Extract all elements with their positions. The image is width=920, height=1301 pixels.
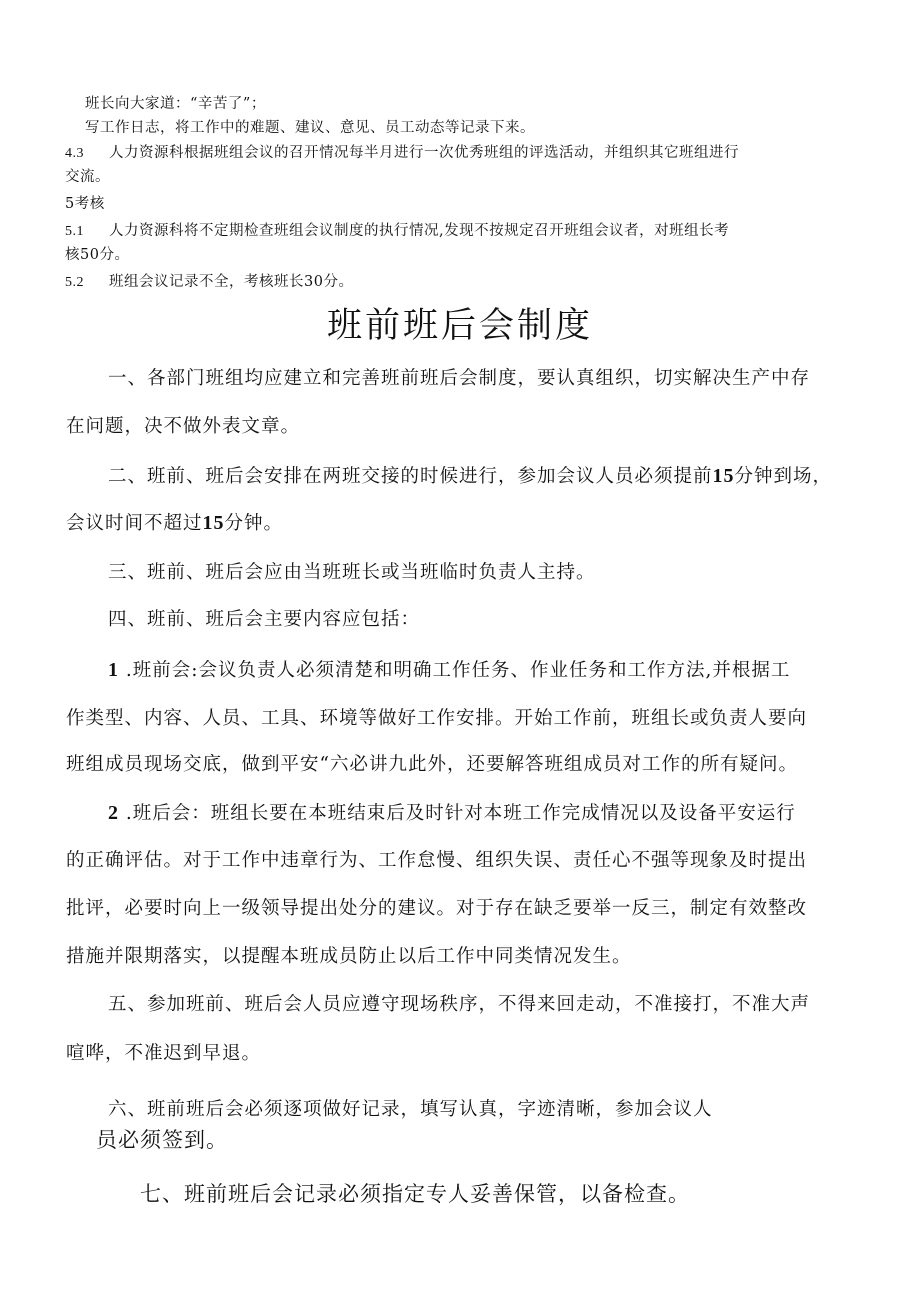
document-title: 班前班后会制度 — [326, 306, 593, 346]
minutes-number: 15 — [712, 465, 735, 487]
para-text: 二、班前、班后会安排在两班交接的时候进行，参加会议人员必须提前 — [108, 466, 713, 487]
item-2-line-4: 措施并限期落实，以提醒本班成员防止以后工作中同类情况发生。 — [66, 946, 632, 967]
minutes-number: 15 — [202, 512, 225, 534]
para-2-line-2 — [66, 509, 283, 535]
clause-text: 班组会议记录不全，考核班长30分。 — [109, 274, 354, 290]
item-text: .班后会：班组长要在本班结束后及时针对本班工作完成情况以及设备平安运行 — [119, 803, 796, 824]
item-2-line-1 — [108, 799, 796, 825]
para-text: 分钟。 — [224, 513, 284, 534]
item-number: 1 — [108, 659, 119, 681]
clause-5-1 — [65, 222, 729, 241]
para-2-line-1 — [108, 462, 832, 488]
para-6-line-1: 六、班前班后会必须逐项做好记录，填写认真，字迹清晰，参加会议人 — [108, 1099, 713, 1120]
item-2-line-3: 批评，必要时向上一级领导提出处分的建议。对于存在缺乏要举一反三，制定有效整改 — [66, 898, 808, 919]
item-number: 2 — [108, 802, 119, 824]
item-1-line-3: 班组成员现场交底，做到平安“六必讲九此外，还要解答班组成员对工作的所有疑问。 — [66, 754, 798, 775]
para-3: 三、班前、班后会应由当班班长或当班临时负责人主持。 — [108, 562, 596, 583]
clause-text: 人力资源科将不定期检查班组会议制度的执行情况,发现不按规定召开班组会议者，对班组长考 — [109, 223, 730, 239]
line-work-log: 写工作日志，将工作中的难题、建议、意见、员工动态等记录下来。 — [85, 120, 535, 136]
clause-number: 4.3 — [65, 146, 84, 161]
item-2-line-2: 的正确评估。对于工作中违章行为、工作怠慢、组织失误、责任心不强等现象及时提出 — [66, 850, 808, 871]
clause-number: 5.1 — [65, 224, 84, 239]
para-4: 四、班前、班后会主要内容应包括： — [108, 609, 421, 630]
clause-text: 人力资源科根据班组会议的召开情况每半月进行一次优秀班组的评选活动，并组织其它班组进行 — [109, 145, 739, 161]
section-5-heading: 5考核 — [65, 196, 105, 212]
clause-5-1-cont: 核50分。 — [65, 247, 130, 263]
para-5-line-2: 喧哗，不准迟到早退。 — [66, 1043, 262, 1064]
item-1-line-2: 作类型、内容、人员、工具、环境等做好工作安排。开始工作前，班组长或负责人要向 — [66, 708, 808, 729]
para-text: 会议时间不超过 — [66, 513, 203, 534]
clause-4-3-cont: 交流。 — [65, 169, 110, 185]
item-text: .班前会:会议负责人必须清楚和明确工作任务、作业任务和工作方法,并根据工 — [119, 660, 791, 681]
clause-number: 5.2 — [65, 275, 84, 290]
item-1-line-1 — [108, 656, 790, 682]
para-text: 分钟到场， — [734, 466, 833, 487]
para-7: 七、班前班后会记录必须指定专人妥善保管，以备检查。 — [140, 1182, 690, 1206]
clause-5-2 — [65, 273, 353, 292]
para-6-line-2: 员必须签到。 — [96, 1128, 228, 1152]
clause-4-3 — [65, 144, 739, 163]
line-greeting: 班长向大家道：“辛苦了”； — [85, 96, 266, 112]
para-5-line-1: 五、参加班前、班后会人员应遵守现场秩序，不得来回走动，不准接打，不准大声 — [108, 994, 811, 1015]
para-1-line-1: 一、各部门班组均应建立和完善班前班后会制度，要认真组织，切实解决生产中存 — [108, 368, 811, 389]
para-1-line-2: 在问题，决不做外表文章。 — [66, 416, 301, 437]
